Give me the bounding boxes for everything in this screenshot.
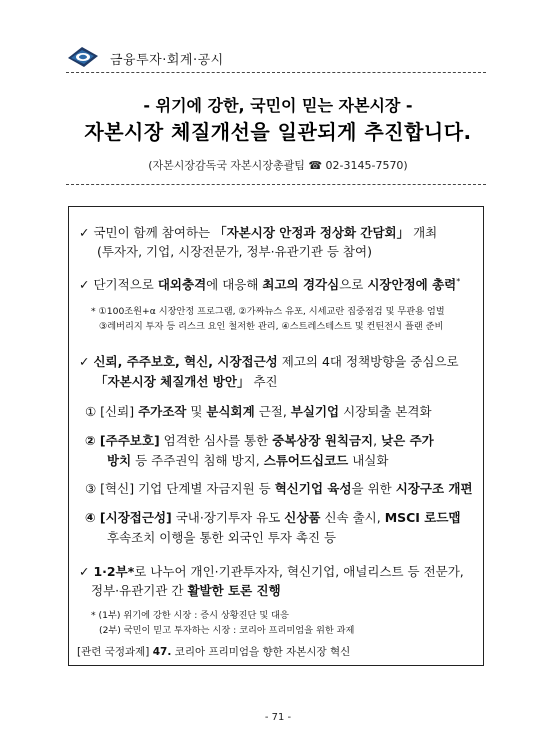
page-number: - 71 -: [264, 712, 292, 723]
content-box: [68, 206, 484, 666]
check-icon: ✓: [79, 277, 90, 292]
item-3-line-1: ✓ 신뢰, 주주보호, 혁신, 시장접근성 제고의 4대 정책방향을 중심으로: [79, 354, 459, 369]
check-icon: ✓: [79, 225, 90, 240]
item-4-note-line-1: * (1부) 위기에 강한 시장 : 증시 상황진단 및 대응: [91, 610, 289, 621]
sub-item-4-line-2: 후속조치 이행을 통한 외국인 투자 촉진 등: [107, 530, 337, 545]
middle-divider: [66, 184, 486, 185]
sub-item-4-line-1: ④ [시장접근성] 국내·장기투자 유도 신상품 신속 출시, MSCI 로드맵: [85, 510, 461, 525]
page-title: 자본시장 체질개선을 일관되게 추진합니다.: [84, 120, 472, 144]
check-icon: ✓: [79, 564, 90, 579]
item-3-line-2: 「자본시장 체질개선 방안」 추진: [95, 374, 278, 389]
page-subtitle: - 위기에 강한, 국민이 믿는 자본시장 -: [143, 96, 413, 115]
section-label: 금융투자·회계·공시: [110, 53, 224, 68]
item-4-line-2: 정부·유관기관 간 활발한 토론 진행: [91, 583, 281, 598]
item-1-line-2: (투자자, 기업, 시장전문가, 정부·유관기관 등 참여): [97, 244, 372, 259]
sub-item-2-line-2: 방치 등 주주권익 침해 방지, 스튜어드십코드 내실화: [107, 453, 389, 468]
check-icon: ✓: [79, 354, 90, 369]
top-divider: [66, 72, 486, 73]
item-2-note-line-2: ③레버리지 투자 등 리스크 요인 철저한 관리, ④스트레스테스트 및 컨틴전시 플랜 준비: [99, 321, 444, 332]
item-4-line-1: ✓ 1·2부*로 나누어 개인·기관투자자, 혁신기업, 애널리스트 등 전문가,: [79, 564, 464, 579]
item-1-line-1: ✓ 국민이 함께 참여하는 「자본시장 안정과 정상화 간담회」 개최: [79, 225, 438, 240]
logo-icon: [66, 46, 100, 68]
sub-item-1: ① [신뢰] 주가조작 및 분식회계 근절, 부실기업 시장퇴출 본격화: [85, 404, 432, 419]
item-2: ✓ 단기적으로 대외충격에 대응해 최고의 경각심으로 시장안정에 총력*: [79, 276, 461, 292]
sub-item-3: ③ [혁신] 기업 단계별 자금지원 등 혁신기업 육성을 위한 시장구조 개편: [85, 481, 473, 496]
section-header: [66, 46, 486, 70]
item-2-note-line-1: * ①100조원+α 시장안정 프로그램, ②가짜뉴스 유포, 시세교란 집중점검 및 무관용 엄벌: [91, 306, 445, 317]
contact-info: (자본시장감독국 자본시장총괄팀 ☎ 02-3145-7570): [148, 159, 408, 172]
related-national-task: [관련 국정과제] 47. 코리아 프리미엄을 향한 자본시장 혁신: [77, 646, 351, 658]
item-4-note-line-2: (2부) 국민이 믿고 투자하는 시장 : 코리아 프리미엄을 위한 과제: [99, 625, 355, 636]
sub-item-2-line-1: ② [주주보호] 엄격한 심사를 통한 중복상장 원칙금지, 낮은 주가: [85, 433, 434, 448]
